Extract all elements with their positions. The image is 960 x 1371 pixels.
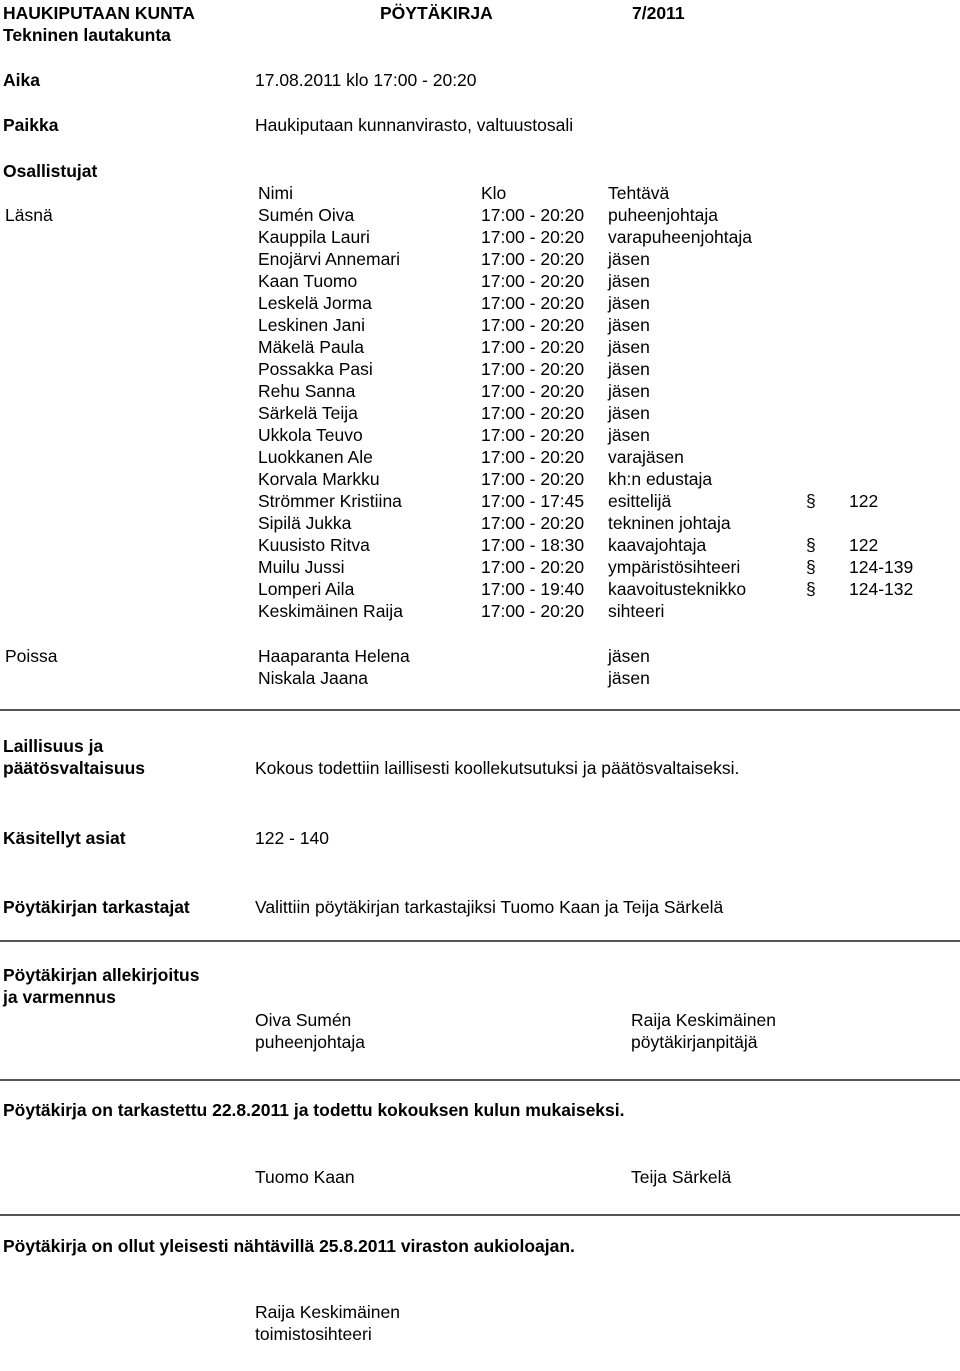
absentee-role: jäsen (608, 668, 650, 688)
attendee-row (0, 402, 960, 424)
signer2-title: pöytäkirjanpitäjä (631, 1032, 758, 1052)
attendee-row (0, 578, 960, 600)
attendee-name: Kuusisto Ritva (258, 535, 370, 555)
absentee-name: Niskala Jaana (258, 668, 368, 688)
attendee-row (0, 468, 960, 490)
attendee-time: 17:00 - 20:20 (481, 469, 585, 489)
signatures-label-line1: Pöytäkirjan allekirjoitus (3, 965, 200, 985)
divider (0, 940, 960, 942)
attendee-name: Rehu Sanna (258, 381, 356, 401)
attendee-time: 17:00 - 20:20 (481, 601, 585, 621)
attendee-name: Kauppila Lauri (258, 227, 370, 247)
attendee-name: Ukkola Teuvo (258, 425, 363, 445)
attendee-time: 17:00 - 20:20 (481, 271, 585, 291)
attendee-name: Luokkanen Ale (258, 447, 373, 467)
attendee-role: jäsen (608, 381, 650, 401)
attendee-name: Mäkelä Paula (258, 337, 365, 357)
attendee-role: jäsen (608, 249, 650, 269)
attendee-name: Muilu Jussi (258, 557, 345, 577)
attendee-row (0, 248, 960, 270)
attendee-time: 17:00 - 19:40 (481, 579, 585, 599)
attendee-time: 17:00 - 20:20 (481, 425, 585, 445)
attendee-name: Kaan Tuomo (258, 271, 358, 291)
attendee-time: 17:00 - 20:20 (481, 249, 585, 269)
attendee-role: jäsen (608, 271, 650, 291)
attendee-name: Enojärvi Annemari (258, 249, 401, 269)
section-range: 122 (849, 491, 879, 511)
attendee-role: puheenjohtaja (608, 205, 718, 225)
attendee-time: 17:00 - 20:20 (481, 293, 585, 313)
publication-text: Pöytäkirja on ollut yleisesti nähtävillä 25.8.2011 viraston aukioloajan. (3, 1236, 575, 1256)
attendee-role: jäsen (608, 337, 650, 357)
column-header-role: Tehtävä (608, 183, 670, 203)
attendee-time: 17:00 - 20:20 (481, 513, 585, 533)
attendee-role: tekninen johtaja (608, 513, 731, 533)
attendee-row (0, 556, 960, 578)
absent-label: Poissa (5, 646, 58, 666)
attendee-row (0, 534, 960, 556)
attendee-role: jäsen (608, 293, 650, 313)
section-range: 124-139 (849, 557, 914, 577)
verification-text: Pöytäkirja on tarkastettu 22.8.2011 ja todettu kokouksen kulun mukaiseksi. (3, 1100, 625, 1120)
section-range: 122 (849, 535, 879, 555)
signatures-label-line2: ja varmennus (3, 987, 116, 1007)
attendance-header-row (0, 182, 960, 204)
attendee-time: 17:00 - 20:20 (481, 315, 585, 335)
attendee-row (0, 358, 960, 380)
attendee-role: varajäsen (608, 447, 684, 467)
absentee-role: jäsen (608, 646, 650, 666)
document-number: 7/2011 (632, 3, 685, 23)
attendee-time: 17:00 - 20:20 (481, 205, 585, 225)
attendee-name: Leskinen Jani (258, 315, 366, 335)
place-value: Haukiputaan kunnanvirasto, valtuustosali (255, 115, 574, 135)
absentee-row (0, 645, 960, 667)
signer1-title: puheenjohtaja (255, 1032, 365, 1052)
attendee-row (0, 512, 960, 534)
attendee-role: kaavoitusteknikko (608, 579, 747, 599)
attendee-role: jäsen (608, 315, 650, 335)
attendee-role: kaavajohtaja (608, 535, 707, 555)
time-value: 17.08.2011 klo 17:00 - 20:20 (255, 70, 477, 90)
attendee-row (0, 270, 960, 292)
municipality-name: HAUKIPUTAAN KUNTA (3, 3, 195, 23)
attendee-row (0, 226, 960, 248)
attendee-time: 17:00 - 20:20 (481, 381, 585, 401)
column-header-time: Klo (481, 183, 507, 203)
attendee-time: 17:00 - 20:20 (481, 403, 585, 423)
absentee-name: Haaparanta Helena (258, 646, 410, 666)
attendee-row (0, 446, 960, 468)
official-title: toimistosihteeri (255, 1324, 372, 1344)
attendee-name: Leskelä Jorma (258, 293, 372, 313)
attendee-time: 17:00 - 20:20 (481, 359, 585, 379)
matters-label: Käsitellyt asiat (3, 828, 126, 848)
attendee-role: kh:n edustaja (608, 469, 713, 489)
attendee-role: jäsen (608, 425, 650, 445)
attendee-time: 17:00 - 20:20 (481, 227, 585, 247)
attendee-time: 17:00 - 18:30 (481, 535, 585, 555)
attendee-name: Särkelä Teija (258, 403, 358, 423)
attendee-name: Korvala Markku (258, 469, 380, 489)
section-mark: § (806, 535, 816, 555)
column-header-name: Nimi (258, 183, 293, 203)
attendee-name: Keskimäinen Raija (258, 601, 403, 621)
attendee-row (0, 204, 960, 226)
attendee-time: 17:00 - 17:45 (481, 491, 585, 511)
attendee-row (0, 336, 960, 358)
attendee-row (0, 292, 960, 314)
place-label: Paikka (3, 115, 59, 135)
section-mark: § (806, 557, 816, 577)
divider (0, 709, 960, 711)
official-name: Raija Keskimäinen (255, 1302, 400, 1322)
attendee-row (0, 490, 960, 512)
document-type: PÖYTÄKIRJA (380, 3, 493, 23)
time-label: Aika (3, 70, 40, 90)
committee-name: Tekninen lautakunta (3, 25, 171, 45)
legality-label-line1: Laillisuus ja (3, 736, 104, 756)
legality-text: Kokous todettiin laillisesti koollekutsutuksi ja päätösvaltaiseksi. (255, 758, 740, 778)
attendee-time: 17:00 - 20:20 (481, 447, 585, 467)
divider (0, 1079, 960, 1081)
inspectors-text: Valittiin pöytäkirjan tarkastajiksi Tuomo Kaan ja Teija Särkelä (255, 897, 724, 917)
legality-label-line2: päätösvaltaisuus (3, 758, 145, 778)
attendee-name: Possakka Pasi (258, 359, 373, 379)
attendee-name: Sipilä Jukka (258, 513, 352, 533)
section-mark: § (806, 491, 816, 511)
matters-value: 122 - 140 (255, 828, 329, 848)
attendee-name: Strömmer Kristiina (258, 491, 402, 511)
attendee-role: jäsen (608, 403, 650, 423)
checker1-name: Tuomo Kaan (255, 1167, 355, 1187)
attendee-row (0, 380, 960, 402)
divider (0, 1214, 960, 1216)
participants-label: Osallistujat (3, 161, 98, 181)
attendee-name: Lomperi Aila (258, 579, 355, 599)
attendee-role: esittelijä (608, 491, 672, 511)
present-label: Läsnä (5, 205, 53, 225)
attendee-time: 17:00 - 20:20 (481, 557, 585, 577)
absentee-row (0, 667, 960, 689)
attendee-row (0, 314, 960, 336)
attendee-name: Sumén Oiva (258, 205, 355, 225)
attendee-role: sihteeri (608, 601, 665, 621)
attendee-row (0, 424, 960, 446)
attendee-role: ympäristösihteeri (608, 557, 741, 577)
signer1-name: Oiva Sumén (255, 1010, 352, 1030)
attendee-row (0, 600, 960, 622)
attendee-time: 17:00 - 20:20 (481, 337, 585, 357)
section-mark: § (806, 579, 816, 599)
attendee-role: jäsen (608, 359, 650, 379)
attendee-role: varapuheenjohtaja (608, 227, 753, 247)
section-range: 124-132 (849, 579, 914, 599)
checker2-name: Teija Särkelä (631, 1167, 732, 1187)
signer2-name: Raija Keskimäinen (631, 1010, 776, 1030)
inspectors-label: Pöytäkirjan tarkastajat (3, 897, 190, 917)
